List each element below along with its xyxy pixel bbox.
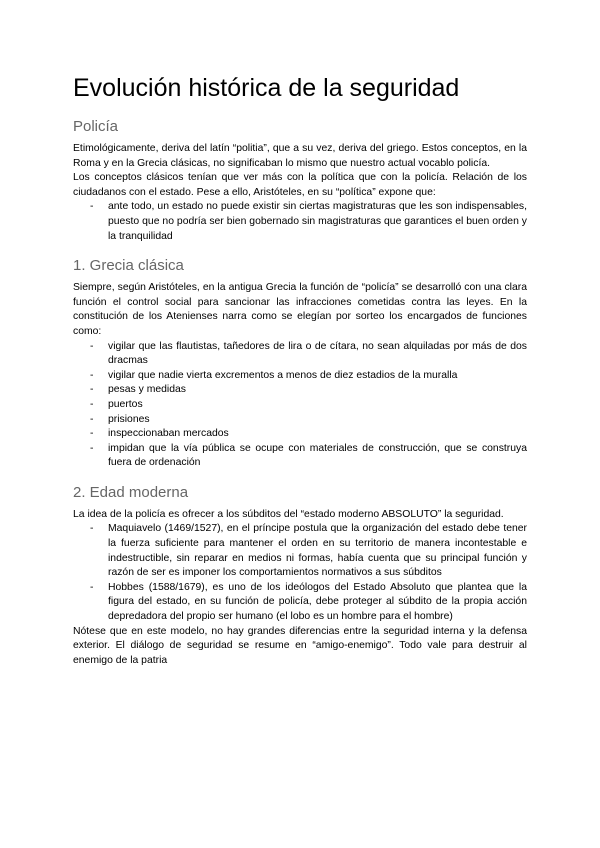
list-item: - Maquiavelo (1469/1527), en el príncipe postula que la organización del estado debe tener la fuerza suficiente para mantener el orden en su territorio de manera incontestable e indestructible, sin reparar en medios ni formas, había cuenta que su principal función y razón de ser es imponer los comportamientos normativos a sus súbditos [90,523,527,579]
paragraph: Los conceptos clásicos tenían que ver más con la política que con la policía. Relación de los ciudadanos con el estado. Pese a ello, Aristóteles, en su “política” expone que: [73,172,527,198]
list-item: - vigilar que las flautistas, tañedores de lira o de cítara, no sean alquiladas por más de dos dracmas [90,340,527,367]
list-item: - pesas y medidas [73,383,527,398]
list-item: - Hobbes (1588/1679), es uno de los ideólogos del Estado Absoluto que plantea que la figura del estado, en su función de policía, debe proteger al súbdito de la propia acción depredadora del propio ser humano (el lobo es un hombre para el hombre) [90,581,527,623]
list-item: - impidan que la vía pública se ocupe con materiales de construcción, que se construya fuera de ordenación [90,442,527,469]
list-item: - puertos [73,398,527,413]
list-item: - inspeccionaban mercados [73,427,527,442]
dash-bullet-icon: - [90,523,94,535]
paragraph: La idea de la policía es ofrecer a los súbditos del “estado moderno ABSOLUTO” la seguridad. [73,508,504,520]
section-grecia-clasica [73,257,527,471]
dash-bullet-icon: - [90,581,94,593]
section-policia [73,118,527,244]
bullet-list [73,200,527,244]
dash-bullet-icon: - [90,413,94,425]
list-item: - ante todo, un estado no puede existir sin ciertas magistraturas que les son indispensables, puesto que no podría ser bien gobernado sin magistraturas que garantices el buen orden y la tranquilidad [90,201,527,242]
dash-bullet-icon: - [90,201,94,213]
dash-bullet-icon: - [90,384,94,396]
paragraph: Nótese que en este modelo, no hay grandes diferencias entre la seguridad interna y la defensa exterior. El diálogo de seguridad se resume en “amigo-enemigo”. Todo vale para destruir al enemigo de la patria [73,625,527,666]
section-heading: Policía [73,118,119,135]
section-edad-moderna [73,484,527,669]
dash-bullet-icon: - [90,398,94,410]
list-item: - prisiones [73,413,527,428]
dash-bullet-icon: - [90,369,94,381]
section-heading: 2. Edad moderna [73,483,189,501]
bullet-list [73,340,527,471]
dash-bullet-icon: - [90,442,94,454]
bullet-list [73,522,527,624]
document-content [73,73,527,668]
dash-bullet-icon: - [90,340,94,352]
page-title: Evolución histórica de la seguridad [73,74,460,102]
list-item: - vigilar que nadie vierta excrementos a menos de diez estadios de la muralla [73,369,527,384]
paragraph: Etimológicamente, deriva del latín “politia”, que a su vez, deriva del griego. Estos conceptos, en la Roma y en la Grecia clásicas, no significaban lo mismo que nuestro actual vocablo policía. [73,143,527,169]
paragraph: Siempre, según Aristóteles, en la antigua Grecia la función de “policía” se desarrolló con una clara función el control social para sancionar las infracciones cometidas contra las leyes. En la constitución de los Atenienses narra como se elegían por sorteo los encargados de funciones como: [73,282,527,337]
dash-bullet-icon: - [90,428,94,440]
section-heading: 1. Grecia clásica [73,257,184,275]
